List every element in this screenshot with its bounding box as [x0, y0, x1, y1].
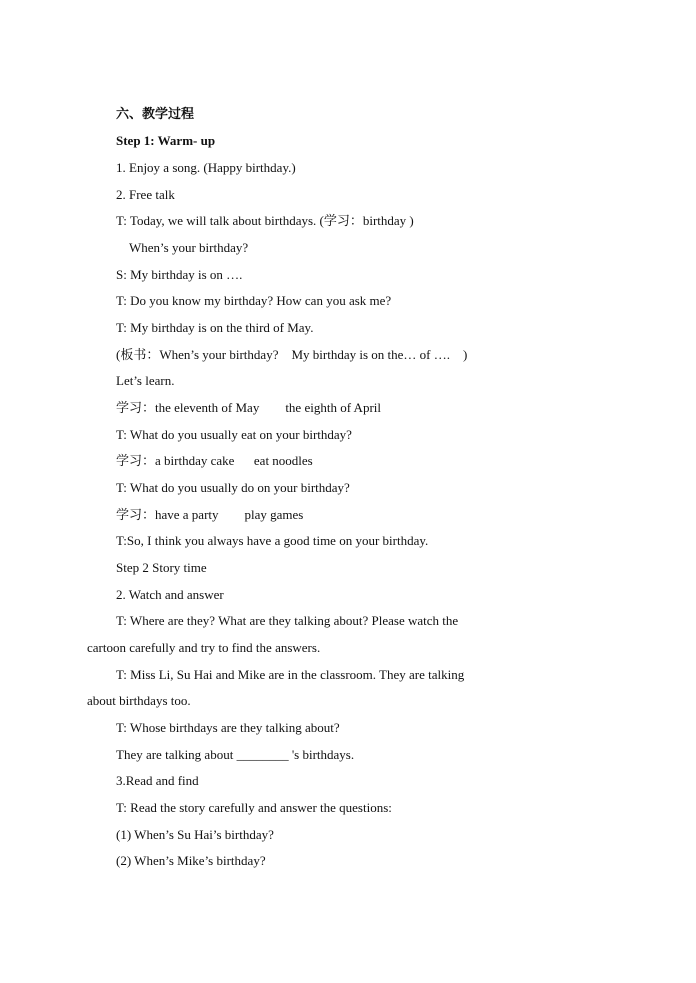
step-heading: Step 2 Story time	[116, 560, 207, 575]
text-line: Let’s learn.	[116, 373, 175, 388]
text-line: 学习：a birthday cake eat noodles	[116, 453, 313, 468]
text-line: cartoon carefully and try to find the answers.	[87, 640, 321, 655]
text-line: T: Whose birthdays are they talking about?	[116, 720, 340, 735]
text-line: about birthdays too.	[87, 693, 191, 708]
text-line: (2) When’s Mike’s birthday?	[116, 853, 266, 868]
text-line: 2. Free talk	[116, 187, 175, 202]
text-line: T: Today, we will talk about birthdays. (学习：birthday )	[116, 213, 414, 228]
text-line: When’s your birthday?	[129, 240, 249, 255]
text-line: 3.Read and find	[116, 773, 199, 788]
text-line: They are talking about ________ 's birthdays.	[116, 747, 355, 762]
text-line: T: What do you usually do on your birthday?	[116, 480, 350, 495]
text-line: T:So, I think you always have a good time on your birthday.	[116, 533, 429, 548]
text-line: T: What do you usually eat on your birthday?	[116, 427, 352, 442]
text-line: (板书：When’s your birthday? My birthday is on the… of …. )	[116, 347, 468, 362]
text-line: 1. Enjoy a song. (Happy birthday.)	[116, 160, 296, 175]
text-line: S: My birthday is on ….	[116, 267, 243, 282]
text-line: (1) When’s Su Hai’s birthday?	[116, 827, 274, 842]
text-line: T: Where are they? What are they talking about? Please watch the	[116, 613, 459, 628]
text-line: 学习：the eleventh of May the eighth of April	[116, 400, 382, 415]
text-line: T: Read the story carefully and answer the questions:	[116, 800, 392, 815]
text-line: 2. Watch and answer	[116, 587, 224, 602]
text-line: T: Do you know my birthday? How can you ask me?	[116, 293, 392, 308]
text-line: T: My birthday is on the third of May.	[116, 320, 314, 335]
step-heading: Step 1: Warm- up	[116, 133, 216, 148]
text-line: T: Miss Li, Su Hai and Mike are in the classroom. They are talking	[116, 667, 465, 682]
text-line: 学习：have a party play games	[116, 507, 304, 522]
section-heading: 六、教学过程	[116, 106, 195, 121]
